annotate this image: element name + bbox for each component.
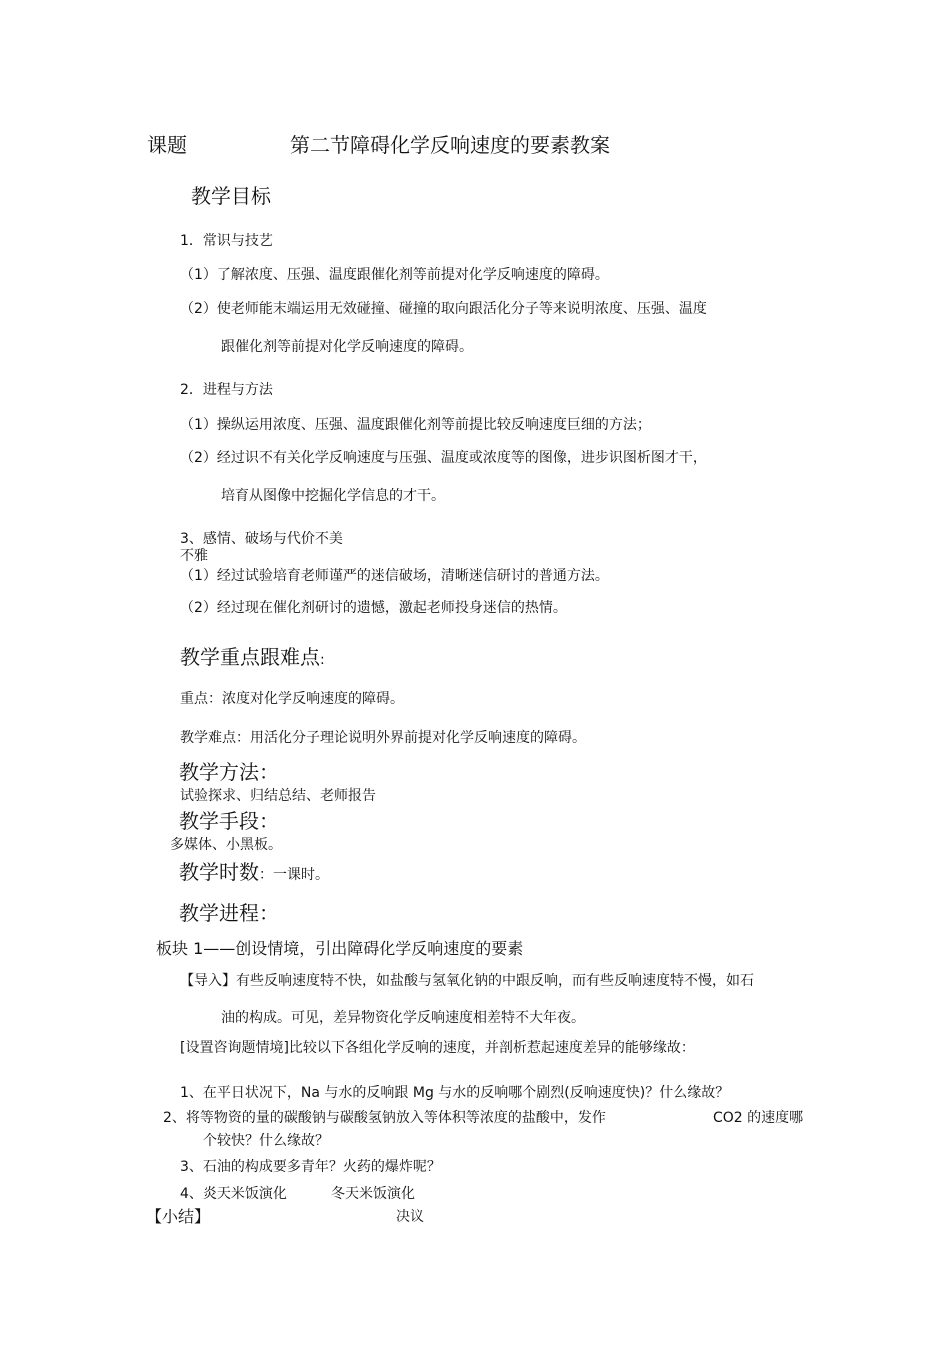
question-4-cont: 冬天米饭演化: [331, 1186, 415, 1202]
objective-1-item-2-cont: 跟催化剂等前提对化学反响速度的障碍。: [221, 339, 473, 355]
question-3: 3、石油的构成要多青年？火药的爆炸呢？: [180, 1159, 441, 1175]
means-text: 多媒体、小黑板。: [170, 837, 282, 853]
problem-setup: [设置咨询题情境]比较以下各组化学反响的速度，并剖析惹起速度差异的能够缘故：: [180, 1040, 695, 1056]
objective-1-item-2: （2）使老师能末端运用无效碰撞、碰撞的取向跟活化分子等来说明浓度、压强、温度: [180, 301, 707, 317]
key-points-heading: [180, 647, 325, 667]
objective-3-item-2: （2）经过现在催化剂研讨的遗憾，激起老师投身迷信的热情。: [180, 600, 567, 616]
objective-1-item-1: （1）了解浓度、压强、温度跟催化剂等前提对化学反响速度的障碍。: [180, 267, 609, 283]
page-title: 第二节障碍化学反响速度的要素教案: [290, 133, 610, 157]
key-point: 重点：浓度对化学反响速度的障碍。: [180, 691, 404, 707]
objective-2-item-2: （2）经过识不有关化学反响速度与压强、温度或浓度等的图像，进步识图析图才干，: [180, 450, 707, 466]
question-2-cont: CO2 的速度哪: [713, 1110, 804, 1126]
means-heading: 教学手段：: [179, 809, 279, 833]
process-heading: 教学进程：: [179, 901, 279, 925]
question-1: 1、在平日状况下，Na 与水的反响跟 Mg 与水的反响哪个剧烈(反响速度快)？什么缘故？: [180, 1085, 730, 1101]
question-2: 2、将等物资的量的碳酸钠与碳酸氢钠放入等体积等浓度的盐酸中，发作: [163, 1110, 606, 1126]
intro-paragraph-cont: 油的构成。可见，差异物资化学反响速度相差特不大年夜。: [221, 1010, 585, 1026]
difficult-point: 教学难点：用活化分子理论说明外界前提对化学反响速度的障碍。: [180, 730, 586, 746]
key-points-heading-text: 教学重点跟难点: [180, 645, 320, 669]
objective-3-title-cont: 不雅: [180, 548, 208, 564]
intro-paragraph: 【导入】有些反响速度特不快，如盐酸与氢氧化钠的中跟反响，而有些反响速度特不慢，如石: [180, 973, 754, 989]
objectives-heading: 教学目标: [191, 184, 271, 208]
method-text: 试验探求、归结总结、老师报告: [180, 788, 376, 804]
question-4: 4、炎天米饭演化: [180, 1186, 287, 1202]
objective-3-title: 3、感情、破场与代价不美: [180, 531, 343, 547]
objective-3-item-1: （1）经过试验培育老师谨严的迷信破场，清晰迷信研讨的普通方法。: [180, 568, 609, 584]
objective-2-item-1: （1）操纵运用浓度、压强、温度跟催化剂等前提比较反响速度巨细的方法；: [180, 417, 651, 433]
objective-1-title: 1．常识与技艺: [180, 233, 273, 249]
method-heading: 教学方法：: [179, 760, 279, 784]
title-label: 课题: [147, 133, 187, 157]
hours-heading: [179, 862, 329, 882]
hours-text: ：一课时。: [259, 867, 329, 883]
objective-2-title: 2．进程与方法: [180, 382, 273, 398]
question-2-end: 个较快？什么缘故？: [203, 1133, 329, 1149]
hours-heading-text: 教学时数: [179, 860, 259, 884]
key-points-colon: :: [320, 652, 325, 668]
objective-2-item-2-cont: 培育从图像中挖掘化学信息的才干。: [221, 488, 445, 504]
summary-label: 【小结】: [146, 1207, 211, 1226]
decision-text: 决议: [396, 1209, 424, 1225]
module-1-title: 板块 1——创设情境，引出障碍化学反响速度的要素: [156, 939, 524, 958]
